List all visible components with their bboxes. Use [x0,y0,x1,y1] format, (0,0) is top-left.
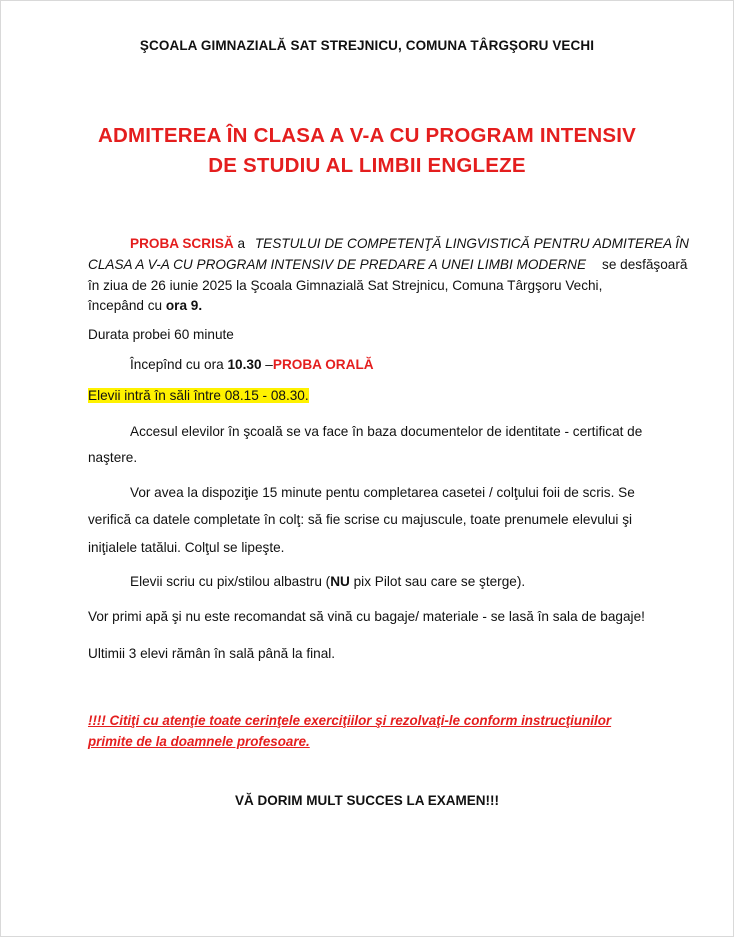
pen-rule [130,571,525,592]
written-test-line-4 [88,295,202,316]
closing-message: VĂ DORIM MULT SUCCES LA EXAMEN!!! [235,793,499,808]
oral-label: PROBA ORALĂ [272,357,374,372]
pen-prefix: Elevii scriu cu pix/stilou albastru ( [130,574,331,589]
oral-prefix: Începînd cu ora [130,357,228,372]
oral-time: 10.30 [227,357,262,372]
oral-test [130,354,374,375]
instructions-line-2: verifică ca datele completate în colţ: să fie scrise cu majuscule, toate prenumele elevului şi [88,512,633,527]
written-test-line-3: în ziua de 26 iunie 2025 la Şcoala Gimnazială Sat Strejnicu, Comuna Târgşoru Vechi, [88,278,603,293]
instructions-line-1: Vor avea la dispoziţie 15 minute pentu completarea casetei / colţului foii de scris. Se [130,485,635,500]
access-line-1: Accesul elevilor în şcoală se va face în baza documentelor de identitate - certificat de [130,424,643,439]
access-line-2: naştere. [88,450,138,465]
title-line-2: DE STUDIU AL LIMBII ENGLEZE [208,154,526,177]
water-rule: Vor primi apă şi nu este recomandat să vină cu bagaje/ materiale - se lasă în sala de bagaje! [88,609,645,624]
pen-suffix: pix Pilot sau care se şterge). [349,574,526,589]
title-line-1: ADMITEREA ÎN CLASA A V-A CU PROGRAM INTENSIV [97,124,637,147]
warning-line-2: primite de la doamnele profesoare. [88,734,310,749]
written-test-connector: a [233,236,249,251]
oral-dash: – [261,357,273,372]
test-name-part-1: TESTULUI DE COMPETENŢĂ LINGVISTICĂ PENTRU ADMITEREA ÎN [254,236,689,251]
duration: Durata probei 60 minute [88,327,234,342]
pen-nu: NU [330,574,350,589]
test-name-part-2: CLASA A V-A CU PROGRAM INTENSIV DE PREDARE A UNEI LIMBI MODERNE [88,257,587,272]
written-test-line-1 [130,233,689,254]
start-time: ora 9. [165,298,203,313]
written-test-line-2 [88,254,687,275]
entry-notice-text: Elevii intră în săli între 08.15 - 08.30. [88,388,309,403]
written-test-verb: se desfăşoară [602,257,688,272]
written-test-label: PROBA SCRISĂ [130,236,234,251]
entry-notice [88,385,309,406]
start-prefix: începând cu [88,298,166,313]
school-name: ŞCOALA GIMNAZIALĂ SAT STREJNICU, COMUNA TÂRGŞORU VECHI [139,38,595,53]
warning-line-1: !!!! Citiţi cu atenţie toate cerinţele exerciţiilor şi rezolvaţi-le conform instrucţiunilor [88,713,612,728]
last-students-rule: Ultimii 3 elevi rămân în sală până la final. [88,646,336,661]
instructions-line-3: iniţialele tatălui. Colţul se lipeşte. [88,540,285,555]
